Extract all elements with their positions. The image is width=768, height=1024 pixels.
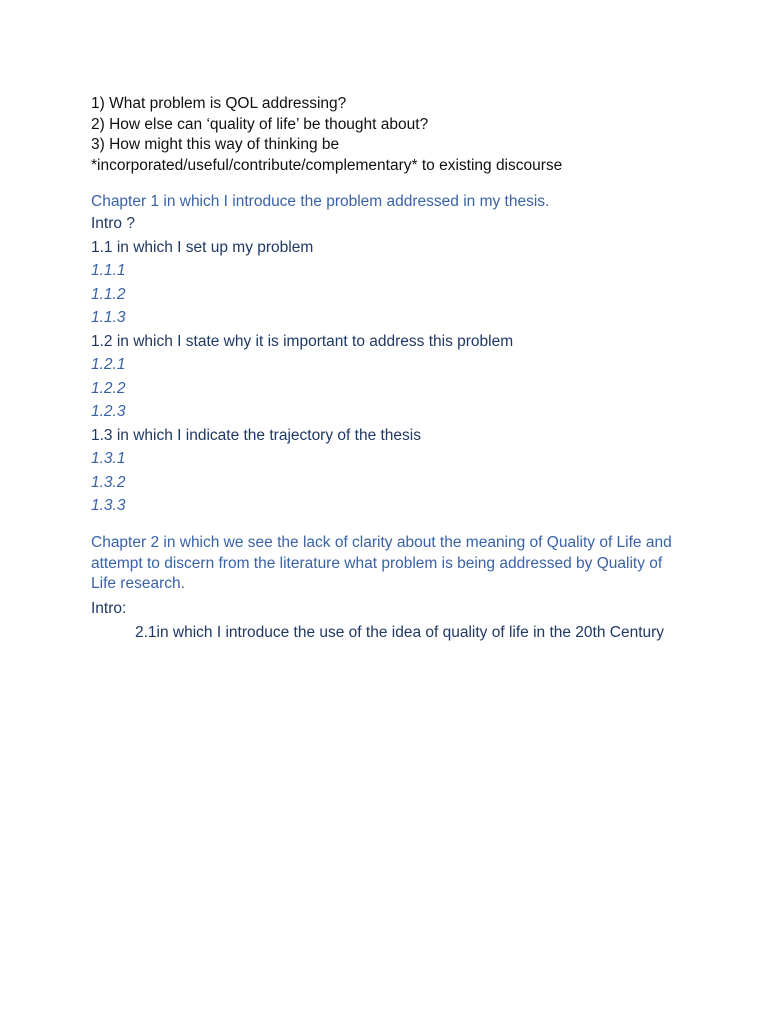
chapter-1-intro: Intro ?: [91, 215, 135, 232]
subsection-1-2-3: 1.2.3: [91, 403, 126, 420]
chapter-1-heading: Chapter 1 in which I introduce the problem addressed in my thesis.: [91, 193, 550, 210]
chapter-2-outline: [91, 533, 681, 643]
subsection-1-3-1: 1.3.1: [91, 450, 126, 467]
subsection-1-3-2: 1.3.2: [91, 473, 126, 491]
chapter-2-intro: Intro:: [91, 599, 127, 617]
section-2-1-title: 2.1in which I introduce the use of the idea of quality of life in the 20th Century: [135, 623, 665, 641]
section-1-2-title: 1.2 in which I state why it is important to address this problem: [91, 332, 514, 350]
subsection-1-3-3: 1.3.3: [91, 497, 126, 514]
section-1-3-title: 1.3 in which I indicate the trajectory of the thesis: [91, 426, 421, 444]
chapter-2-heading: Chapter 2 in which we see the lack of clarity about the meaning of Quality of Life and attempt to discern from the literature what problem is being addressed by Quality of Life research.: [91, 534, 672, 592]
research-questions: [91, 94, 691, 176]
subsection-1-2-2: 1.2.2: [91, 379, 126, 397]
subsection-1-1-2: 1.1.2: [91, 285, 126, 303]
subsection-1-1-1: 1.1.1: [91, 262, 126, 279]
question-2: 2) How else can ‘quality of life’ be thought about?: [91, 115, 429, 133]
subsection-1-1-3: 1.1.3: [91, 309, 126, 326]
question-1: 1) What problem is QOL addressing?: [91, 95, 347, 112]
question-3: 3) How might this way of thinking be: [91, 136, 340, 153]
question-3-continued: *incorporated/useful/contribute/complementary* to existing discourse: [91, 156, 563, 174]
section-1-1-title: 1.1 in which I set up my problem: [91, 238, 314, 256]
subsection-1-2-1: 1.2.1: [91, 356, 126, 373]
chapter-1-outline: [91, 192, 691, 518]
